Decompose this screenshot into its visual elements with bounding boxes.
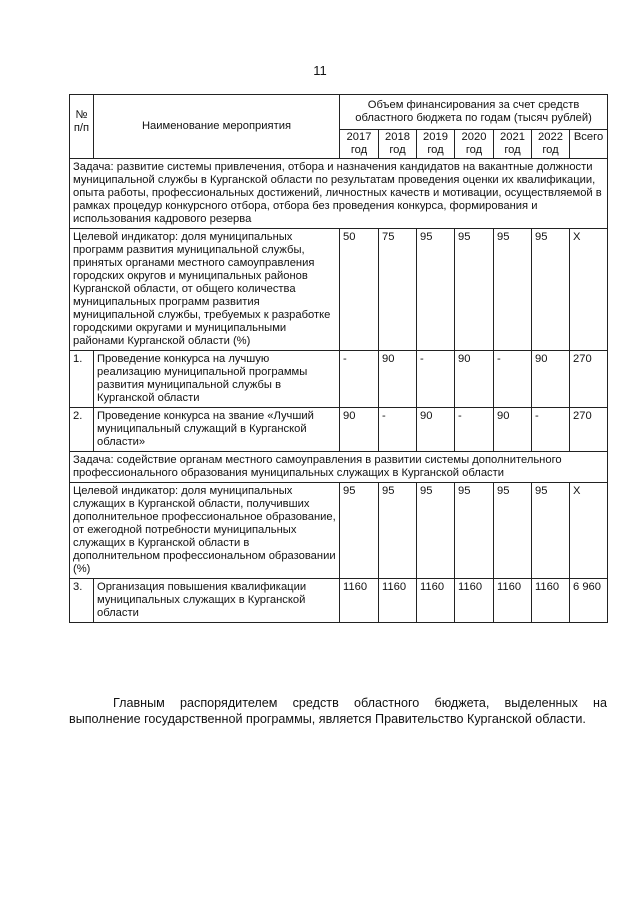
indicator-1-value: 95 xyxy=(455,229,494,351)
indicator-1-value: 75 xyxy=(379,229,417,351)
row-1-value: 90 xyxy=(379,351,417,408)
row-1-value: 90 xyxy=(532,351,570,408)
row-1-value: - xyxy=(340,351,379,408)
row-1-num: 1. xyxy=(70,351,94,408)
indicator-1-value: 95 xyxy=(494,229,532,351)
header-num: № п/п xyxy=(70,95,94,159)
task-1: Задача: развитие системы привлечения, отбора и назначения кандидатов на вакантные должности муниципальной службы в Курганской области по результатам проведения оценки их квалификации, опыта работы, профессиональных достижений, личностных качеств и мотивации, осуществляемой в рамках процедур конкурсного отбора, отбора без проведения конкурса, формирования и использования кадрового резерва xyxy=(70,159,608,229)
row-1-value: - xyxy=(417,351,455,408)
indicator-2-value: 95 xyxy=(455,483,494,579)
footer-paragraph: Главным распорядителем средств областного бюджета, выделенных на выполнение государственной программы, является Правительство Курганской области. xyxy=(69,695,607,726)
header-row-1 xyxy=(70,95,608,130)
row-2-value: 90 xyxy=(340,408,379,452)
row-1-name: Проведение конкурса на лучшую реализацию муниципальной программы развития муниципальной службы в Курганской области xyxy=(94,351,340,408)
indicator-row xyxy=(70,483,608,579)
row-2-value: - xyxy=(532,408,570,452)
row-3-name: Организация повышения квалификации муниципальных служащих в Курганской области xyxy=(94,579,340,623)
row-1-value: - xyxy=(494,351,532,408)
indicator-2-total: Х xyxy=(570,483,608,579)
header-name: Наименование мероприятия xyxy=(94,95,340,159)
header-year: 2019 год xyxy=(417,130,455,159)
task-row xyxy=(70,452,608,483)
indicator-2-value: 95 xyxy=(532,483,570,579)
indicator-1-value: 95 xyxy=(417,229,455,351)
indicator-row xyxy=(70,229,608,351)
row-3-value: 1160 xyxy=(379,579,417,623)
indicator-1-value: 95 xyxy=(532,229,570,351)
row-3-total: 6 960 xyxy=(570,579,608,623)
row-2-num: 2. xyxy=(70,408,94,452)
indicator-1-name: Целевой индикатор: доля муниципальных программ развития муниципальной службы, принятых органами местного самоуправления городских округов и муниципальных районов Курганской области, от общего количества муниципальных программ развития муниципальной службы, требуемых к разработке городскими округами и муниципальными районами Курганской области (%) xyxy=(70,229,340,351)
task-2: Задача: содействие органам местного самоуправления в развитии системы дополнительного профессионального образования муниципальных служащих в Курганской области xyxy=(70,452,608,483)
table-row xyxy=(70,408,608,452)
row-3-value: 1160 xyxy=(455,579,494,623)
header-year: 2018 год xyxy=(379,130,417,159)
indicator-2-value: 95 xyxy=(494,483,532,579)
indicator-1-value: 50 xyxy=(340,229,379,351)
table-row xyxy=(70,579,608,623)
header-funding: Объем финансирования за счет средств областного бюджета по годам (тысяч рублей) xyxy=(340,95,608,130)
indicator-2-value: 95 xyxy=(340,483,379,579)
row-1-value: 90 xyxy=(455,351,494,408)
task-row xyxy=(70,159,608,229)
row-2-value: 90 xyxy=(417,408,455,452)
row-2-name: Проведение конкурса на звание «Лучший муниципальный служащий в Курганской области» xyxy=(94,408,340,452)
header-year: 2021 год xyxy=(494,130,532,159)
indicator-2-value: 95 xyxy=(417,483,455,579)
header-total: Всего xyxy=(570,130,608,159)
header-year: 2017 год xyxy=(340,130,379,159)
page-number: 11 xyxy=(313,63,327,78)
row-2-value: 90 xyxy=(494,408,532,452)
row-2-value: - xyxy=(379,408,417,452)
row-3-value: 1160 xyxy=(532,579,570,623)
row-2-total: 270 xyxy=(570,408,608,452)
row-3-value: 1160 xyxy=(417,579,455,623)
row-3-value: 1160 xyxy=(340,579,379,623)
row-1-total: 270 xyxy=(570,351,608,408)
indicator-1-total: Х xyxy=(570,229,608,351)
table-row xyxy=(70,351,608,408)
indicator-2-value: 95 xyxy=(379,483,417,579)
row-3-num: 3. xyxy=(70,579,94,623)
header-year: 2020 год xyxy=(455,130,494,159)
row-3-value: 1160 xyxy=(494,579,532,623)
row-2-value: - xyxy=(455,408,494,452)
header-year: 2022 год xyxy=(532,130,570,159)
financing-table xyxy=(69,94,608,623)
indicator-2-name: Целевой индикатор: доля муниципальных служащих в Курганской области, получивших дополнительное профессиональное образование, от ежегодной потребности муниципальных служащих в Курганской области в дополнительном профессиональном образовании (%) xyxy=(70,483,340,579)
